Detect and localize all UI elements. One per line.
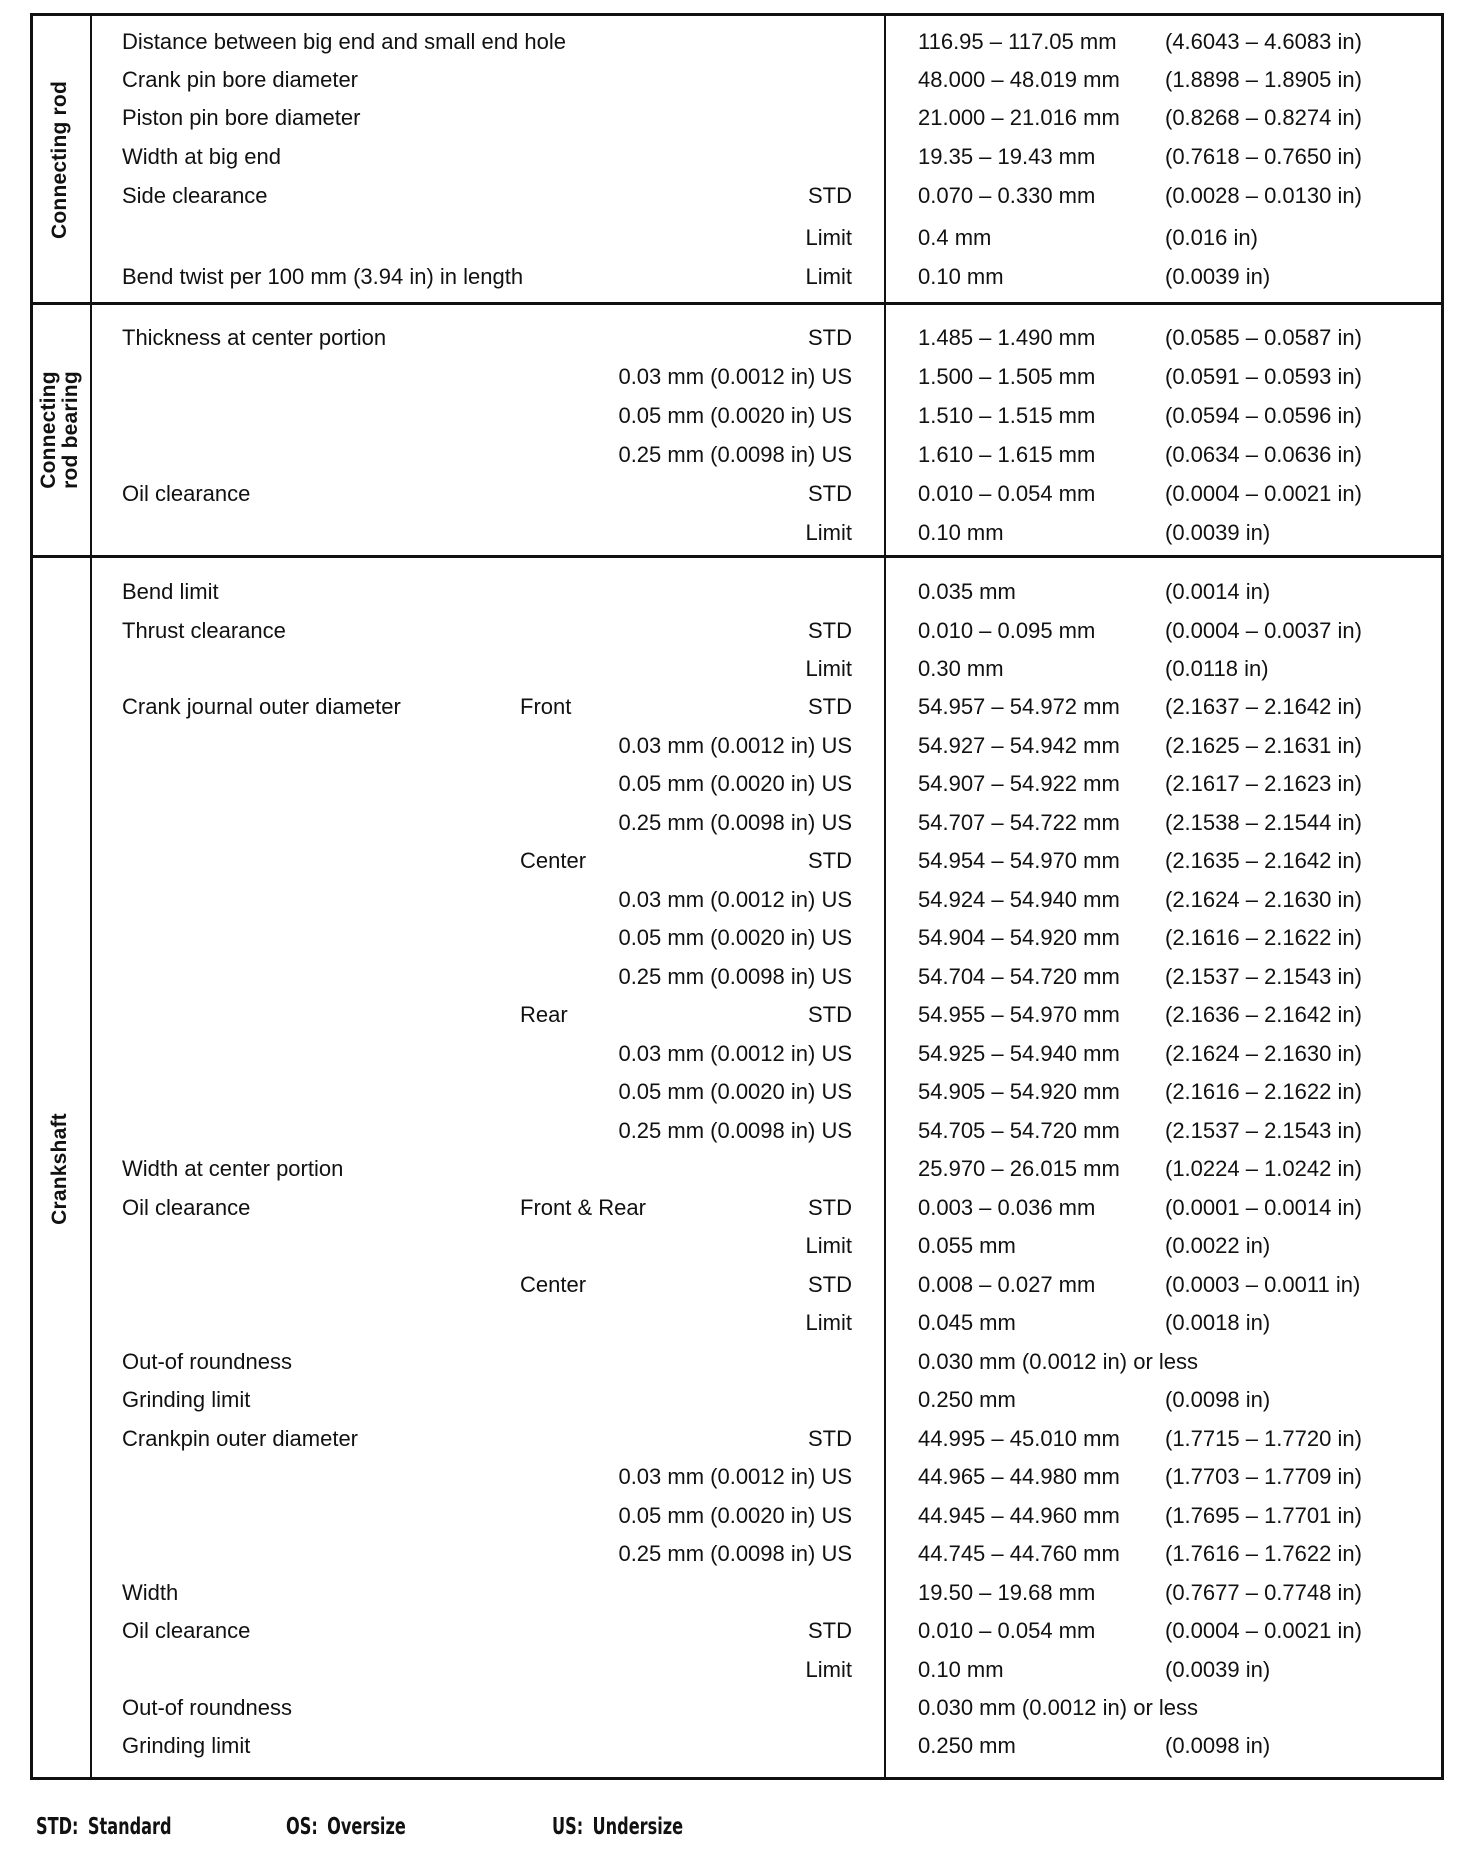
spec-qualifier: 0.25 mm (0.0098 in) US xyxy=(618,810,852,835)
spec-value-mm: 48.000 – 48.019 mm xyxy=(918,67,1120,92)
spec-value-inch: (2.1624 – 2.1630 in) xyxy=(1165,1041,1362,1066)
table-row xyxy=(0,402,1472,430)
spec-value-mm: 1.510 – 1.515 mm xyxy=(918,403,1096,428)
spec-item-label: Thickness at center portion xyxy=(122,325,387,350)
spec-value-inch: (2.1636 – 2.1642 in) xyxy=(1165,1002,1362,1027)
spec-value-inch: (0.0004 – 0.0021 in) xyxy=(1165,1618,1362,1643)
table-row xyxy=(0,1232,1472,1260)
spec-item-label: Width at big end xyxy=(122,144,281,169)
spec-value-mm: 0.010 – 0.095 mm xyxy=(918,618,1096,643)
spec-value-mm: 44.945 – 44.960 mm xyxy=(918,1503,1120,1528)
table-row xyxy=(0,441,1472,469)
spec-value-inch: (0.0003 – 0.0011 in) xyxy=(1165,1272,1361,1297)
spec-value-inch: (2.1625 – 2.1631 in) xyxy=(1165,733,1362,758)
spec-qualifier: Limit xyxy=(805,225,852,250)
spec-value-inch: (0.0022 in) xyxy=(1165,1233,1271,1258)
spec-qualifier: STD xyxy=(808,1618,852,1643)
spec-value-inch: (2.1635 – 2.1642 in) xyxy=(1165,848,1362,873)
spec-value-inch: (0.0018 in) xyxy=(1165,1310,1271,1335)
spec-value-inch: (2.1537 – 2.1543 in) xyxy=(1165,1118,1362,1143)
table-row xyxy=(0,1348,1472,1376)
spec-value-mm: 54.705 – 54.720 mm xyxy=(918,1118,1120,1143)
spec-value-mm: 54.954 – 54.970 mm xyxy=(918,848,1120,873)
spec-value-mm: 44.995 – 45.010 mm xyxy=(918,1426,1120,1451)
spec-qualifier: Limit xyxy=(805,1310,852,1335)
spec-qualifier: STD xyxy=(808,1195,852,1220)
table-row xyxy=(0,519,1472,547)
spec-value-mm: 0.030 mm (0.0012 in) or less xyxy=(918,1349,1199,1374)
table-row xyxy=(0,182,1472,210)
spec-item-label: Out-of roundness xyxy=(122,1349,292,1374)
spec-value-mm: 0.10 mm xyxy=(918,1657,1004,1682)
spec-position-label: Rear xyxy=(520,1002,568,1027)
spec-value-mm: 0.250 mm xyxy=(918,1387,1016,1412)
table-row xyxy=(0,263,1472,291)
spec-value-inch: (0.7677 – 0.7748 in) xyxy=(1165,1580,1362,1605)
spec-value-inch: (0.0001 – 0.0014 in) xyxy=(1165,1195,1362,1220)
spec-value-mm: 0.10 mm xyxy=(918,264,1004,289)
spec-qualifier: Limit xyxy=(805,520,852,545)
spec-value-mm: 54.925 – 54.940 mm xyxy=(918,1041,1120,1066)
spec-value-mm: 0.035 mm xyxy=(918,579,1016,604)
spec-value-inch: (2.1537 – 2.1543 in) xyxy=(1165,964,1362,989)
legend-item-std: STD: Standard xyxy=(36,1814,172,1840)
spec-value-inch: (0.8268 – 0.8274 in) xyxy=(1165,105,1362,130)
spec-qualifier: 0.03 mm (0.0012 in) US xyxy=(618,887,852,912)
spec-position-label: Center xyxy=(520,848,587,873)
table-row xyxy=(0,480,1472,508)
spec-item-label: Crankpin outer diameter xyxy=(122,1426,359,1451)
table-row xyxy=(0,770,1472,798)
spec-value-inch: (0.0004 – 0.0037 in) xyxy=(1165,618,1362,643)
spec-qualifier: STD xyxy=(808,618,852,643)
spec-qualifier: STD xyxy=(808,325,852,350)
table-row xyxy=(0,963,1472,991)
table-row xyxy=(0,809,1472,837)
spec-value-mm: 1.485 – 1.490 mm xyxy=(918,325,1096,350)
spec-qualifier: 0.05 mm (0.0020 in) US xyxy=(618,925,852,950)
section-label-crankshaft: Crankshaft xyxy=(48,1113,72,1225)
table-row xyxy=(0,655,1472,683)
spec-value-inch: (0.016 in) xyxy=(1165,225,1258,250)
table-row xyxy=(0,1001,1472,1029)
spec-qualifier: 0.25 mm (0.0098 in) US xyxy=(618,1541,852,1566)
spec-value-mm: 54.907 – 54.922 mm xyxy=(918,771,1120,796)
spec-value-mm: 21.000 – 21.016 mm xyxy=(918,105,1120,130)
spec-value-inch: (2.1616 – 2.1622 in) xyxy=(1165,1079,1362,1104)
spec-value-inch: (1.0224 – 1.0242 in) xyxy=(1165,1156,1362,1181)
table-row xyxy=(0,1617,1472,1645)
table-row xyxy=(0,1502,1472,1530)
spec-item-label: Oil clearance xyxy=(122,1195,251,1220)
table-row xyxy=(0,847,1472,875)
table-row xyxy=(0,1117,1472,1145)
spec-qualifier: Limit xyxy=(805,1233,852,1258)
spec-qualifier: STD xyxy=(808,1426,852,1451)
table-row xyxy=(0,324,1472,352)
spec-item-label: Grinding limit xyxy=(122,1387,251,1412)
table-row xyxy=(0,693,1472,721)
spec-value-inch: (0.0118 in) xyxy=(1165,656,1269,681)
spec-qualifier: 0.25 mm (0.0098 in) US xyxy=(618,1118,852,1143)
legend-item-os: OS: Oversize xyxy=(286,1814,406,1840)
spec-value-mm: 19.35 – 19.43 mm xyxy=(918,144,1096,169)
spec-item-label: Width xyxy=(122,1580,179,1605)
table-row xyxy=(0,1386,1472,1414)
spec-value-mm: 1.500 – 1.505 mm xyxy=(918,364,1096,389)
spec-value-inch: (0.0028 – 0.0130 in) xyxy=(1165,183,1362,208)
spec-value-inch: (4.6043 – 4.6083 in) xyxy=(1165,29,1362,54)
table-row xyxy=(0,66,1472,94)
spec-value-inch: (0.0098 in) xyxy=(1165,1733,1271,1758)
spec-position-label: Center xyxy=(520,1272,587,1297)
table-row xyxy=(0,924,1472,952)
spec-value-inch: (1.8898 – 1.8905 in) xyxy=(1165,67,1362,92)
spec-value-inch: (1.7616 – 1.7622 in) xyxy=(1165,1541,1362,1566)
spec-value-inch: (2.1616 – 2.1622 in) xyxy=(1165,925,1362,950)
spec-qualifier: 0.05 mm (0.0020 in) US xyxy=(618,771,852,796)
spec-value-mm: 1.610 – 1.615 mm xyxy=(918,442,1096,467)
spec-qualifier: 0.03 mm (0.0012 in) US xyxy=(618,1464,852,1489)
spec-value-inch: (1.7703 – 1.7709 in) xyxy=(1165,1464,1362,1489)
spec-item-label: Width at center portion xyxy=(122,1156,344,1181)
spec-item-label: Side clearance xyxy=(122,183,268,208)
spec-item-label: Grinding limit xyxy=(122,1733,251,1758)
spec-value-inch: (2.1538 – 2.1544 in) xyxy=(1165,810,1362,835)
table-row xyxy=(0,886,1472,914)
spec-item-label: Crank pin bore diameter xyxy=(122,67,359,92)
spec-value-mm: 54.955 – 54.970 mm xyxy=(918,1002,1120,1027)
table-row xyxy=(0,1078,1472,1106)
legend-item-us: US: Undersize xyxy=(552,1814,684,1840)
spec-value-mm: 54.704 – 54.720 mm xyxy=(918,964,1120,989)
spec-value-inch: (0.0014 in) xyxy=(1165,579,1271,604)
table-row xyxy=(0,1271,1472,1299)
spec-qualifier: 0.05 mm (0.0020 in) US xyxy=(618,1503,852,1528)
spec-value-mm: 54.957 – 54.972 mm xyxy=(918,694,1120,719)
spec-value-inch: (2.1637 – 2.1642 in) xyxy=(1165,694,1362,719)
spec-value-inch: (0.0591 – 0.0593 in) xyxy=(1165,364,1362,389)
table-row xyxy=(0,1425,1472,1453)
spec-value-inch: (2.1624 – 2.1630 in) xyxy=(1165,887,1362,912)
spec-position-label: Front xyxy=(520,694,572,719)
spec-value-mm: 0.010 – 0.054 mm xyxy=(918,481,1096,506)
table-row xyxy=(0,1463,1472,1491)
spec-value-mm: 54.927 – 54.942 mm xyxy=(918,733,1120,758)
spec-value-mm: 0.003 – 0.036 mm xyxy=(918,1195,1096,1220)
spec-value-mm: 44.965 – 44.980 mm xyxy=(918,1464,1120,1489)
spec-value-mm: 0.4 mm xyxy=(918,225,992,250)
spec-value-mm: 0.250 mm xyxy=(918,1733,1016,1758)
spec-qualifier: Limit xyxy=(805,1657,852,1682)
spec-item-label: Thrust clearance xyxy=(122,618,286,643)
spec-value-mm: 0.030 mm (0.0012 in) or less xyxy=(918,1695,1199,1720)
spec-qualifier: 0.03 mm (0.0012 in) US xyxy=(618,1041,852,1066)
spec-qualifier: STD xyxy=(808,183,852,208)
spec-value-mm: 0.008 – 0.027 mm xyxy=(918,1272,1096,1297)
spec-value-mm: 0.010 – 0.054 mm xyxy=(918,1618,1096,1643)
spec-value-mm: 0.070 – 0.330 mm xyxy=(918,183,1096,208)
spec-value-mm: 25.970 – 26.015 mm xyxy=(918,1156,1120,1181)
spec-qualifier: Limit xyxy=(805,656,852,681)
spec-item-label: Piston pin bore diameter xyxy=(122,105,361,130)
section-divider xyxy=(30,555,1444,558)
table-row xyxy=(0,104,1472,132)
spec-qualifier: 0.03 mm (0.0012 in) US xyxy=(618,364,852,389)
spec-value-inch: (0.0634 – 0.0636 in) xyxy=(1165,442,1362,467)
spec-value-mm: 19.50 – 19.68 mm xyxy=(918,1580,1096,1605)
spec-qualifier: Limit xyxy=(805,264,852,289)
spec-value-inch: (0.0039 in) xyxy=(1165,520,1271,545)
spec-item-label: Bend twist per 100 mm (3.94 in) in length xyxy=(122,264,524,289)
spec-qualifier: 0.03 mm (0.0012 in) US xyxy=(618,733,852,758)
spec-value-inch: (2.1617 – 2.1623 in) xyxy=(1165,771,1362,796)
spec-value-mm: 0.30 mm xyxy=(918,656,1004,681)
spec-item-label: Distance between big end and small end hole xyxy=(122,29,566,54)
spec-value-mm: 54.924 – 54.940 mm xyxy=(918,887,1120,912)
spec-value-inch: (0.0039 in) xyxy=(1165,264,1271,289)
spec-value-mm: 54.707 – 54.722 mm xyxy=(918,810,1120,835)
spec-value-mm: 0.055 mm xyxy=(918,1233,1016,1258)
section-divider xyxy=(30,302,1444,305)
spec-qualifier: STD xyxy=(808,848,852,873)
table-row xyxy=(0,1540,1472,1568)
table-row xyxy=(0,1579,1472,1607)
spec-value-inch: (0.0004 – 0.0021 in) xyxy=(1165,481,1362,506)
table-row xyxy=(0,617,1472,645)
table-row xyxy=(0,1656,1472,1684)
spec-value-mm: 54.905 – 54.920 mm xyxy=(918,1079,1120,1104)
spec-qualifier: 0.05 mm (0.0020 in) US xyxy=(618,403,852,428)
table-row xyxy=(0,732,1472,760)
table-row xyxy=(0,143,1472,171)
spec-value-inch: (0.0585 – 0.0587 in) xyxy=(1165,325,1362,350)
table-row xyxy=(0,1155,1472,1183)
spec-value-inch: (1.7715 – 1.7720 in) xyxy=(1165,1426,1362,1451)
table-row xyxy=(0,1732,1472,1760)
spec-item-label: Oil clearance xyxy=(122,1618,251,1643)
spec-qualifier: STD xyxy=(808,694,852,719)
spec-qualifier: STD xyxy=(808,1272,852,1297)
section-label-connecting-rod: Connecting rod xyxy=(48,80,72,239)
spec-qualifier: 0.25 mm (0.0098 in) US xyxy=(618,442,852,467)
table-row xyxy=(0,1040,1472,1068)
spec-item-label: Bend limit xyxy=(122,579,219,604)
spec-qualifier: STD xyxy=(808,481,852,506)
spec-value-mm: 44.745 – 44.760 mm xyxy=(918,1541,1120,1566)
table-row xyxy=(0,578,1472,606)
spec-item-label: Crank journal outer diameter xyxy=(122,694,401,719)
spec-item-label: Oil clearance xyxy=(122,481,251,506)
table-row xyxy=(0,363,1472,391)
table-row xyxy=(0,28,1472,56)
spec-value-mm: 0.10 mm xyxy=(918,520,1004,545)
spec-value-mm: 0.045 mm xyxy=(918,1310,1016,1335)
spec-value-inch: (0.0039 in) xyxy=(1165,1657,1271,1682)
spec-value-inch: (1.7695 – 1.7701 in) xyxy=(1165,1503,1362,1528)
table-row xyxy=(0,1309,1472,1337)
table-row xyxy=(0,224,1472,252)
spec-value-inch: (0.7618 – 0.7650 in) xyxy=(1165,144,1362,169)
spec-qualifier: 0.05 mm (0.0020 in) US xyxy=(618,1079,852,1104)
spec-value-mm: 54.904 – 54.920 mm xyxy=(918,925,1120,950)
spec-position-label: Front & Rear xyxy=(520,1195,646,1220)
spec-qualifier: 0.25 mm (0.0098 in) US xyxy=(618,964,852,989)
spec-value-inch: (0.0098 in) xyxy=(1165,1387,1271,1412)
spec-item-label: Out-of roundness xyxy=(122,1695,292,1720)
table-row xyxy=(0,1194,1472,1222)
spec-value-inch: (0.0594 – 0.0596 in) xyxy=(1165,403,1362,428)
spec-value-mm: 116.95 – 117.05 mm xyxy=(918,29,1117,54)
spec-qualifier: STD xyxy=(808,1002,852,1027)
section-label-text: Connecting rod bearing xyxy=(37,371,82,489)
table-row xyxy=(0,1694,1472,1722)
